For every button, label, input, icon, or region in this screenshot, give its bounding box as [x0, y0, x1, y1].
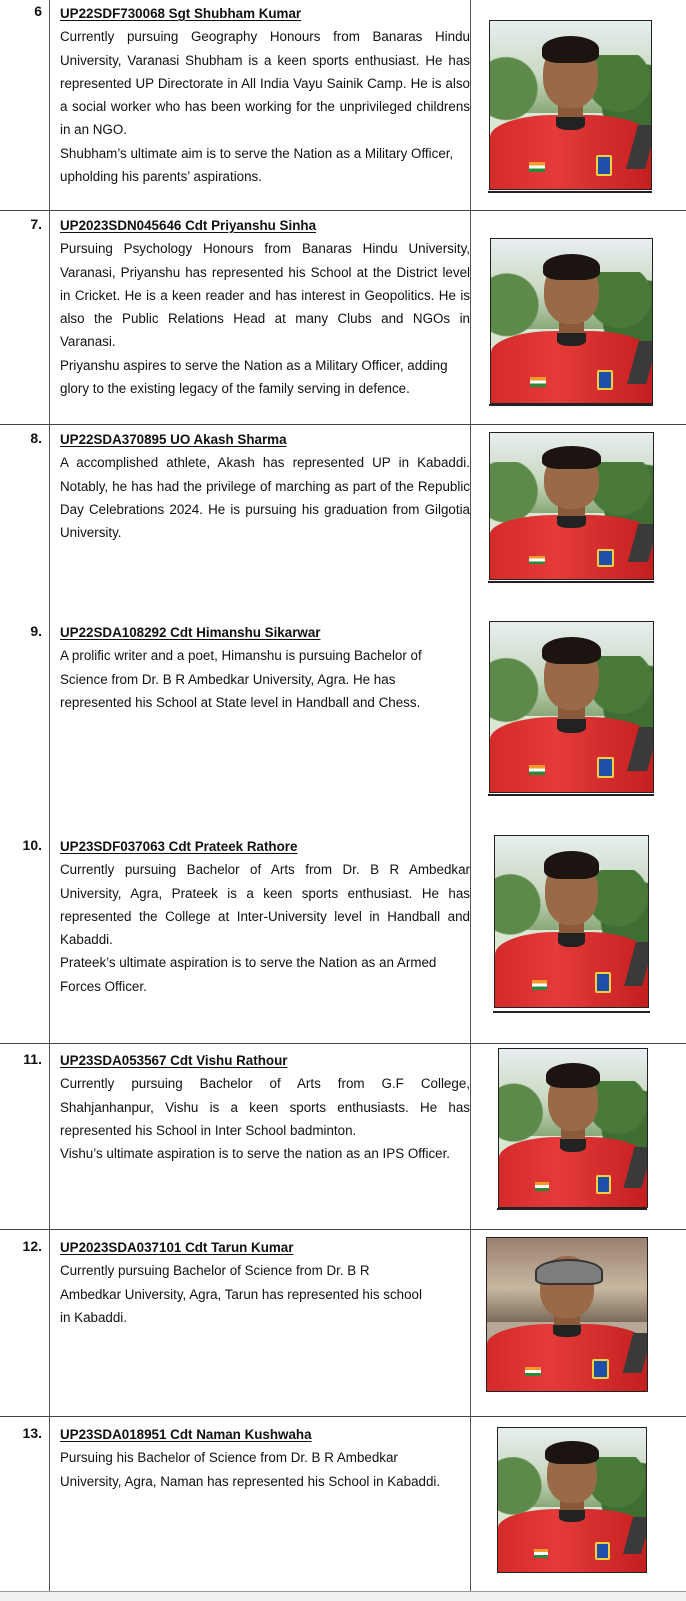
entry-number: 6	[34, 3, 42, 19]
cadet-name-title: UP2023SDA037101 Cdt Tarun Kumar	[60, 1240, 294, 1255]
entry-text	[60, 835, 470, 998]
bio-paragraph: Pursuing Psychology Honours from Banaras Hindu University, Varanasi, Priyanshu has represented his School at the District level in Cricket. He is a keen reader and has interest in Geopolitics. He is also the Public Relations Head at many Clubs and NGOs in Varanasi.	[60, 241, 470, 350]
bio-paragraph: Currently pursuing Bachelor of Arts from Dr. B R Ambedkar University, Agra, Prateek is a keen sports enthusiast. He has represented the College at Inter-University level in Handball and Kabaddi.	[60, 862, 470, 948]
bio-paragraph: Currently pursuing Bachelor of Science from Dr. B R Ambedkar University, Agra, Tarun has represented his school in Kabaddi.	[60, 1263, 422, 1325]
entry-number: 10.	[22, 837, 42, 853]
photo-underline	[488, 794, 654, 796]
photo-underline	[497, 1208, 647, 1210]
cadet-name-title: UP22SDA108292 Cdt Himanshu Sikarwar	[60, 625, 321, 640]
cadet-photo	[498, 1048, 648, 1208]
photo-underline	[488, 581, 654, 583]
cadet-photo	[489, 621, 654, 793]
entry-number: 11.	[23, 1051, 42, 1067]
aspiration-paragraph: Shubham’s ultimate aim is to serve the Nation as a Military Officer, upholding his parents’ aspirations.	[60, 145, 454, 185]
entry-text	[60, 1423, 470, 1493]
entry-text	[60, 428, 470, 544]
cadet-photo	[497, 1427, 647, 1573]
cadet-name-title: UP23SDA053567 Cdt Vishu Rathour	[60, 1053, 288, 1068]
bio-paragraph: A prolific writer and a poet, Himanshu is pursuing Bachelor of Science from Dr. B R Ambedkar University, Agra. He has represented his School at State level in Handball and Chess.	[60, 648, 422, 710]
photo-underline	[489, 404, 653, 406]
entry-text	[60, 1049, 470, 1165]
row-divider	[0, 1229, 686, 1230]
cadet-name-title: UP23SDA018951 Cdt Naman Kushwaha	[60, 1427, 312, 1442]
bio-paragraph: Pursuing his Bachelor of Science from Dr. B R Ambedkar University, Agra, Naman has represented his School in Kabaddi.	[60, 1450, 441, 1489]
row-divider	[0, 210, 686, 211]
entry-text	[60, 214, 470, 400]
entry-number: 12.	[22, 1238, 42, 1254]
cadet-photo	[489, 20, 652, 190]
photo-underline	[493, 1011, 650, 1013]
row-divider	[0, 424, 686, 425]
entry-number: 7.	[30, 216, 42, 232]
photo-underline	[488, 191, 652, 193]
column-divider-number	[49, 0, 50, 1592]
entry-text	[60, 1236, 470, 1329]
entry-number: 8.	[30, 430, 42, 446]
cadet-name-title: UP22SDF730068 Sgt Shubham Kumar	[60, 6, 302, 21]
bio-paragraph: Currently pursuing Geography Honours from Banaras Hindu University, Varanasi Shubham is a keen sports enthusiast. He has represented UP Directorate in All India Vayu Sainik Camp. He is also a social worker who has been working for the unprivileged childrens in an NGO.	[60, 29, 470, 138]
entry-text	[60, 621, 470, 714]
column-divider-photo	[470, 0, 471, 1592]
cadet-photo	[489, 432, 654, 580]
bio-paragraph: Currently pursuing Bachelor of Arts from G.F College, Shahjanhanpur, Vishu is a keen sports enthusiasts. He has represented his School in Inter School badminton.	[60, 1076, 470, 1138]
cadet-name-title: UP22SDA370895 UO Akash Sharma	[60, 432, 287, 447]
cadet-photo	[494, 835, 649, 1008]
cadet-name-title: UP23SDF037063 Cdt Prateek Rathore	[60, 839, 298, 854]
cadet-photo	[486, 1237, 648, 1392]
cadet-name-title: UP2023SDN045646 Cdt Priyanshu Sinha	[60, 218, 317, 233]
row-divider	[0, 1416, 686, 1417]
bio-paragraph: A accomplished athlete, Akash has represented UP in Kabaddi. Notably, he has had the privilege of marching as part of the Republic Day Celebrations 2024. He is pursuing his graduation from Gilgotia University.	[60, 455, 470, 541]
aspiration-paragraph: Prateek’s ultimate aspiration is to serve the Nation as an Armed Forces Officer.	[60, 955, 437, 994]
aspiration-paragraph: Priyanshu aspires to serve the Nation as a Military Officer, adding glory to the existing legacy of the family serving in defence.	[60, 357, 448, 397]
entry-number: 9.	[30, 623, 42, 639]
row-divider	[0, 1043, 686, 1044]
entry-number: 13.	[22, 1425, 42, 1441]
entry-text	[60, 2, 470, 188]
aspiration-paragraph: Vishu’s ultimate aspiration is to serve the nation as an IPS Officer.	[60, 1146, 451, 1162]
cadet-photo	[490, 238, 653, 404]
